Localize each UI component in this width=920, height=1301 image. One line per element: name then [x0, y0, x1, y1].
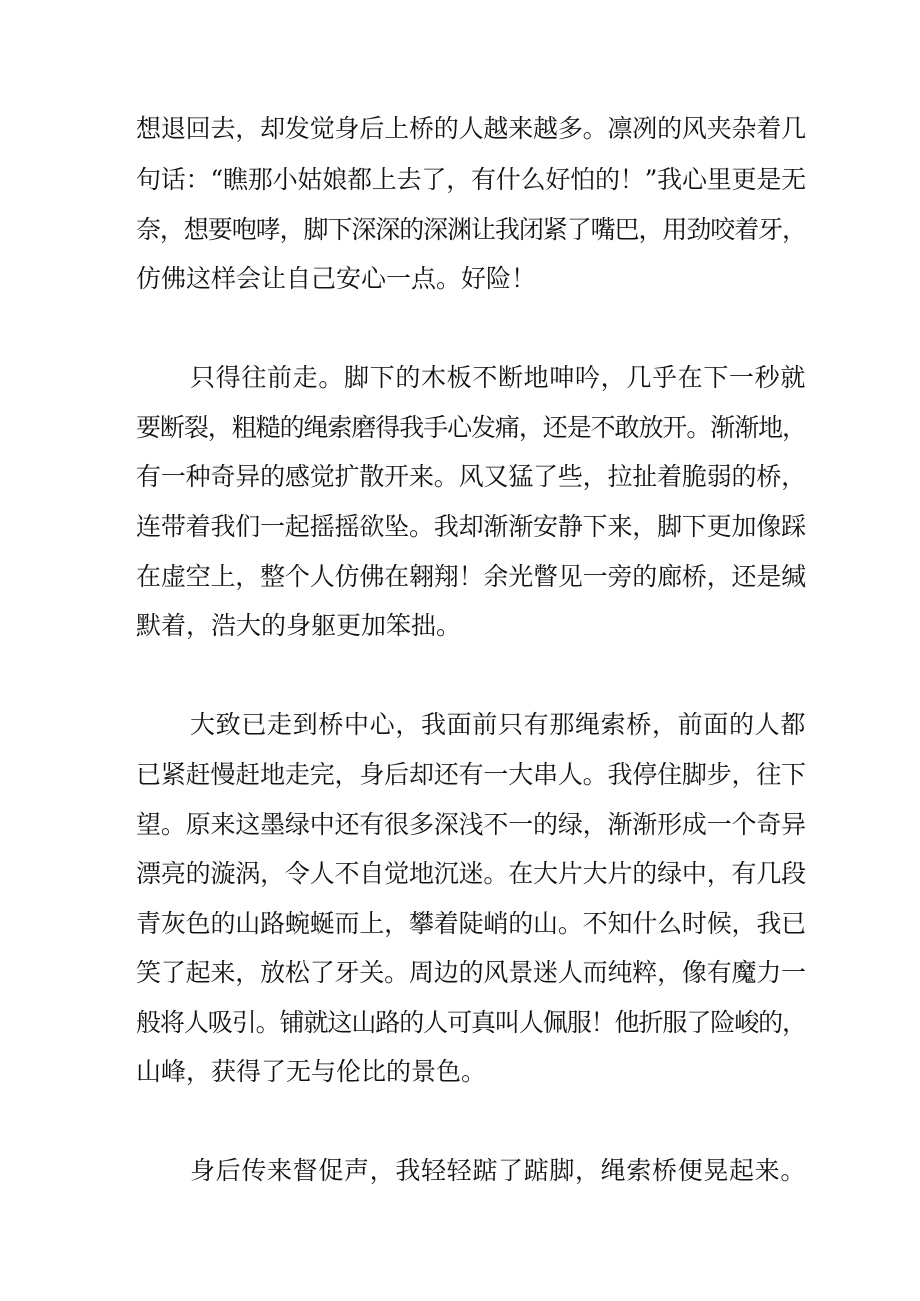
paragraph-3-line-1: 大致已走到桥中心，我面前只有那绳索桥，前面的人都	[190, 710, 806, 739]
paragraph-1-line-4: 仿佛这样会让自己安心一点。好险！	[136, 264, 537, 293]
paragraph-2-line-2: 要断裂，粗糙的绳索磨得我手心发痛，还是不敢放开。渐渐地，	[136, 413, 806, 442]
paragraph-3-line-5: 青灰色的山路蜿蜒而上，攀着陡峭的山。不知什么时候，我已	[136, 909, 806, 938]
paragraph-2-line-6: 默着，浩大的身躯更加笨拙。	[136, 611, 462, 640]
paragraph-1-line-1: 想退回去，却发觉身后上桥的人越来越多。凛冽的风夹杂着几	[136, 114, 806, 143]
paragraph-3-line-8: 山峰，获得了无与伦比的景色。	[136, 1057, 487, 1086]
paragraph-4-line-1: 身后传来督促声，我轻轻踮了踮脚，绳索桥便晃起来。	[190, 1156, 806, 1185]
paragraph-1-line-2: 句话：“瞧那小姑娘都上去了，有什么好怕的！”我心里更是无	[136, 165, 806, 194]
paragraph-2-line-1: 只得往前走。脚下的木板不断地呻吟，几乎在下一秒就	[190, 363, 806, 392]
paragraph-3-line-7: 般将人吸引。铺就这山路的人可真叫人佩服！他折服了险峻的，	[136, 1008, 806, 1037]
paragraph-1-line-3: 奈，想要咆哮，脚下深深的深渊让我闭紧了嘴巴，用劲咬着牙，	[136, 215, 806, 244]
paragraph-3-line-4: 漂亮的漩涡，令人不自觉地沉迷。在大片大片的绿中，有几段	[136, 859, 806, 888]
paragraph-3-line-6: 笑了起来，放松了牙关。周边的风景迷人而纯粹，像有魔力一	[136, 958, 806, 987]
paragraph-2-line-5: 在虚空上，整个人仿佛在翱翔！余光瞥见一旁的廊桥，还是缄	[136, 562, 806, 591]
paragraph-3-line-3: 望。原来这墨绿中还有很多深浅不一的绿，渐渐形成一个奇异	[136, 810, 806, 839]
paragraph-3-line-2: 已紧赶慢赶地走完，身后却还有一大串人。我停住脚步，往下	[136, 760, 806, 789]
paragraph-2-line-4: 连带着我们一起摇摇欲坠。我却渐渐安静下来，脚下更加像踩	[136, 512, 806, 541]
paragraph-2-line-3: 有一种奇异的感觉扩散开来。风又猛了些，拉扯着脆弱的桥，	[136, 462, 806, 491]
